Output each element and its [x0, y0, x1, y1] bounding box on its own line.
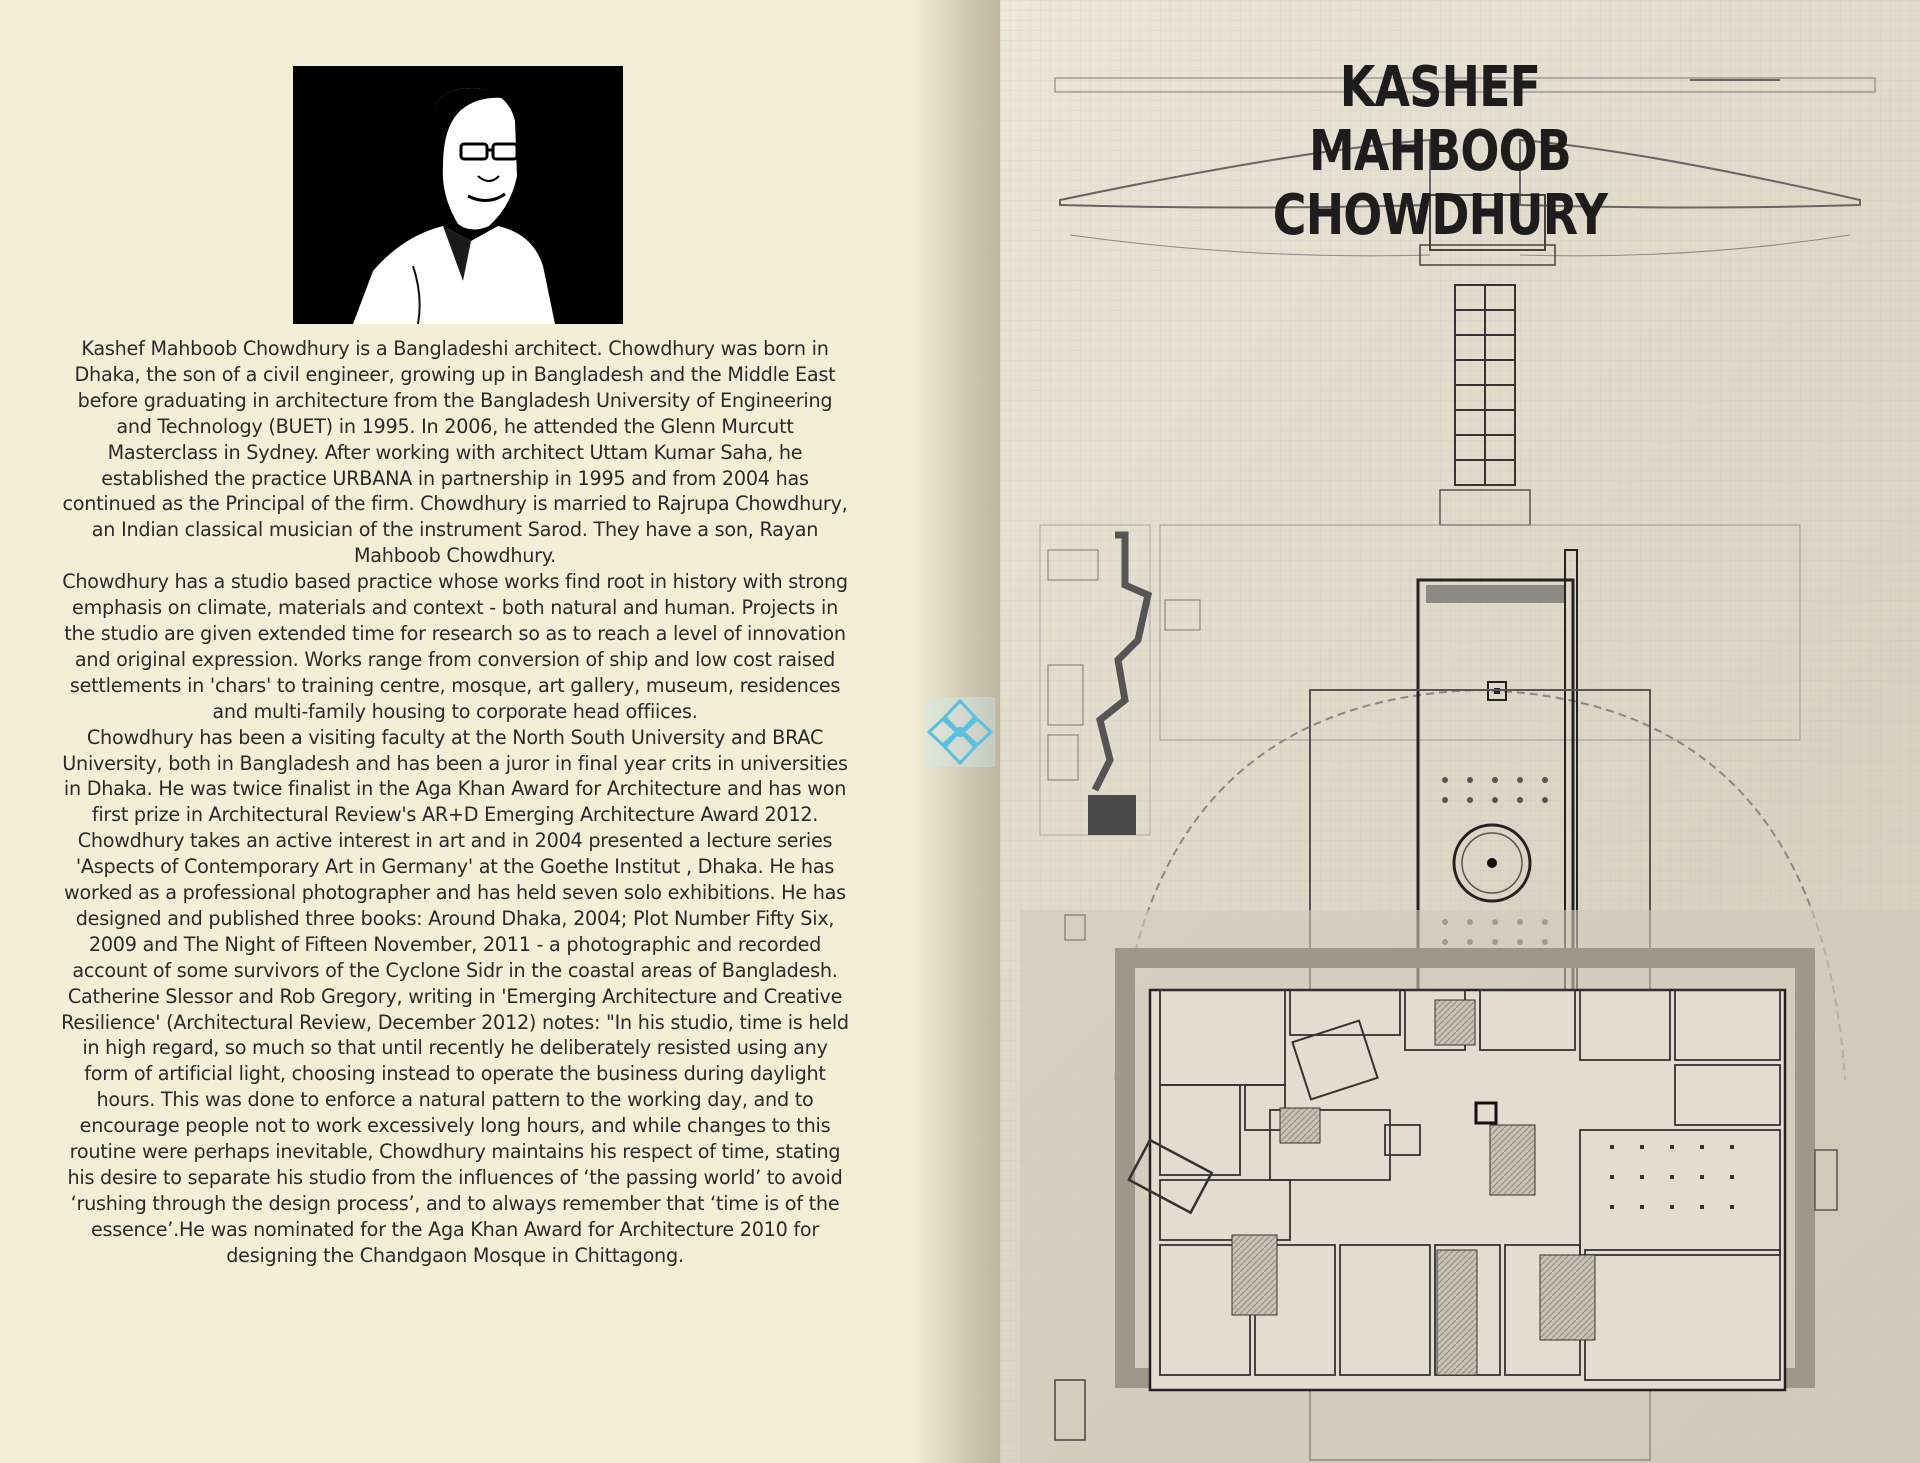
title-line-first: KASHEF MAHBOOB — [1308, 55, 1571, 184]
diamond-ornament-icon — [925, 697, 995, 767]
bio-paragraph: Catherine Slessor and Rob Gregory, writing in 'Emerging Architecture and Creative Resilience' (Architectural Review, December 2012) notes: "In his studio, time is held in high regard, so much so that until recently he deliberately resisted using any form of artificial light, choosing instead to operate the business during daylight hours. This was done to enforce a natural pattern to the working day, and to encourage people not to work excessively long hours, and while changes to this routine were perhaps inevitable, Chowdhury maintains his respect of time, stating his desire to separate his studio from the influences of ‘the passing world’ to avoid ‘rushing through the design process’, and to always remember that ‘time is of the essence’.He was nominated for the Aga Khan Award for Architecture 2010 for designing the Chandgaon Mosque in Chittagong. — [61, 984, 849, 1267]
bio-paragraph: Chowdhury takes an active interest in art and in 2004 presented a lecture series 'Aspects of Contemporary Art in Germany' at the Goethe Institut , Dhaka. He has worked as a professional photographer and has held seven solo exhibitions. He has designed and published three books: Around Dhaka, 2004; Plot Number Fifty Six, 2009 and The Night of Fifteen November, 2011 - a photographic and recorded account of some survivors of the Cyclone Sidr in the coastal areas of Bangladesh. — [64, 829, 846, 982]
title-line-last: CHOWDHURY — [1272, 183, 1608, 248]
architect-portrait-photo — [293, 66, 623, 324]
bio-paragraph: Chowdhury has a studio based practice whose works find root in history with strong emphasis on climate, materials and context - both natural and human. Projects in the studio are given extended time for research so as to reach a level of innovation and original expression. Works range from conversion of ship and low cost raised settlements in 'chars' to training centre, mosque, art gallery, museum, residences and multi-family housing to corporate head offiices. — [62, 570, 848, 723]
page-title — [1210, 56, 1669, 248]
bio-paragraph: Chowdhury has been a visiting faculty at the North South University and BRAC University, both in Bangladesh and has been a juror in final year crits in universities in Dhaka. He was twice finalist in the Aga Khan Award for Architecture and has won first prize in Architectural Review's AR+D Emerging Architecture Award 2012. — [62, 725, 848, 827]
bio-paragraph: Kashef Mahboob Chowdhury is a Bangladeshi architect. Chowdhury was born in Dhaka, the son of a civil engineer, growing up in Bangladesh and the Middle East before graduating in architecture from the Bangladesh University of Engineering and Technology (BUET) in 1995. In 2006, he attended the Glenn Murcutt Masterclass in Sydney. After working with architect Uttam Kumar Saha, he established the practice URBANA in partnership in 1995 and from 2004 has continued as the Principal of the firm. Chowdhury is married to Rajrupa Chowdhury, an Indian classical musician of the instrument Sarod. They have a son, Rayan Mahboob Chowdhury. — [62, 337, 848, 568]
biography-text — [60, 336, 850, 1269]
portrait-silhouette — [293, 66, 623, 324]
left-page — [0, 0, 915, 1463]
